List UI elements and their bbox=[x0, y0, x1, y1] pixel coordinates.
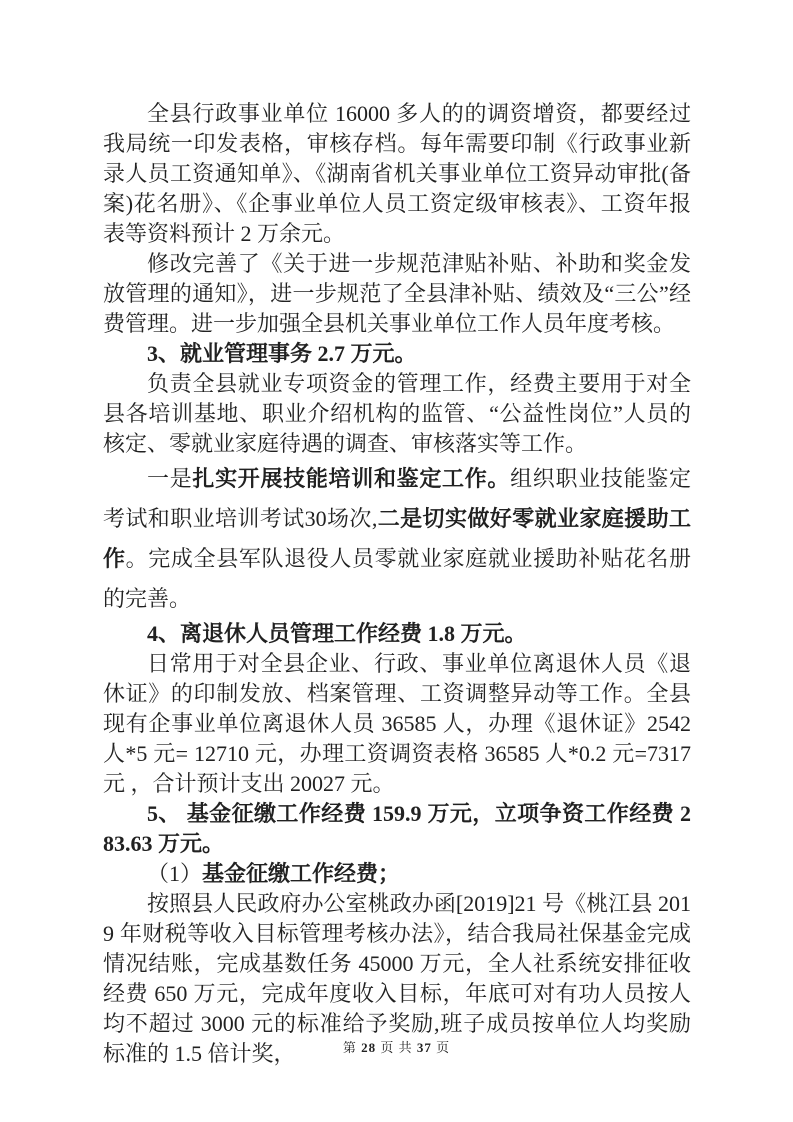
training-run-bold-zero-employment: 二是切实做好零就业家庭援助工作 bbox=[103, 506, 691, 571]
footer-page-number: 28 bbox=[361, 1040, 377, 1055]
paragraph-employment-funds: 负责全县就业专项资金的管理工作，经费主要用于对全县各培训基地、职业介绍机构的监管、“公益性岗位”人员的核定、零就业家庭待遇的调查、审核落实等工作。 bbox=[103, 371, 691, 456]
paragraph-training-and-aid bbox=[103, 459, 691, 619]
training-run-lead: 一是 bbox=[147, 466, 193, 491]
page-footer bbox=[0, 1038, 793, 1058]
footer-mid: 页 共 bbox=[380, 1040, 413, 1055]
paragraph-salary-adjustment: 全县行政事业单位 16000 多人的的调资增资，都要经过我局统一印发表格，审核存档。每年需要印制《行政事业新录人员工资通知单》、《湖南省机关事业单位工资异动审批(备案)花名册》、《企事业单位人员工资定级审核表》、工资年报表等资料预计 2 万余元。 bbox=[103, 101, 691, 246]
footer-total-pages: 37 bbox=[416, 1040, 432, 1055]
footer-prefix: 第 bbox=[342, 1040, 357, 1055]
paragraph-subsidy-notice: 修改完善了《关于进一步规范津贴补贴、补助和奖金发放管理的通知》，进一步规范了全县津补贴、绩效及“三公”经费管理。进一步加强全县机关事业单位工作人员年度考核。 bbox=[103, 251, 691, 336]
subheading-number: （1） bbox=[147, 861, 203, 886]
paragraph-retiree-detail: 日常用于对全县企业、行政、事业单位离退休人员《退休证》的印制发放、档案管理、工资调整异动等工作。全县现有企事业单位离退休人员 36585 人，办理《退休证》2542 人*5 元= 12710 元，办理工资调资表格 36585 人*0.2 元=7317 元 ，合计预计支出 20027 元。 bbox=[103, 651, 691, 796]
heading-fund-collection: 5、 基金征缴工作经费 159.9 万元，立项争资工作经费 283.63 万元。 bbox=[103, 801, 691, 856]
paragraph-fund-assessment: 按照县人民政府办公室桃政办函[2019]21 号《桃江县 2019 年财税等收入目标管理考核办法》，结合我局社保基金完成情况结账，完成基数任务 45000 万元，全人社系统安排征收经费 650 万元，完成年度收入目标，年底可对有功人员按人均不超过 3000 元的标准给予奖励,班子成员按单位人均奖励标准的 1.5 倍计奖， bbox=[103, 891, 691, 1066]
document-content bbox=[103, 99, 691, 1069]
heading-retiree-management: 4、离退休人员管理工作经费 1.8 万元。 bbox=[147, 621, 527, 646]
footer-suffix: 页 bbox=[436, 1040, 451, 1055]
training-run-roster: 。完成全县军队退役人员零就业家庭就业援助补贴花名册的完善。 bbox=[103, 546, 691, 611]
training-run-exams: 组织职业技能鉴定考试和职业培训考试30场次, bbox=[103, 466, 691, 531]
subheading-fund-collection bbox=[103, 859, 691, 889]
training-run-bold-skills: 扎实开展技能培训和鉴定工作。 bbox=[192, 466, 511, 491]
heading-employment-management: 3、就业管理事务 2.7 万元。 bbox=[147, 341, 417, 366]
subheading-title: 基金征缴工作经费； bbox=[202, 861, 401, 886]
